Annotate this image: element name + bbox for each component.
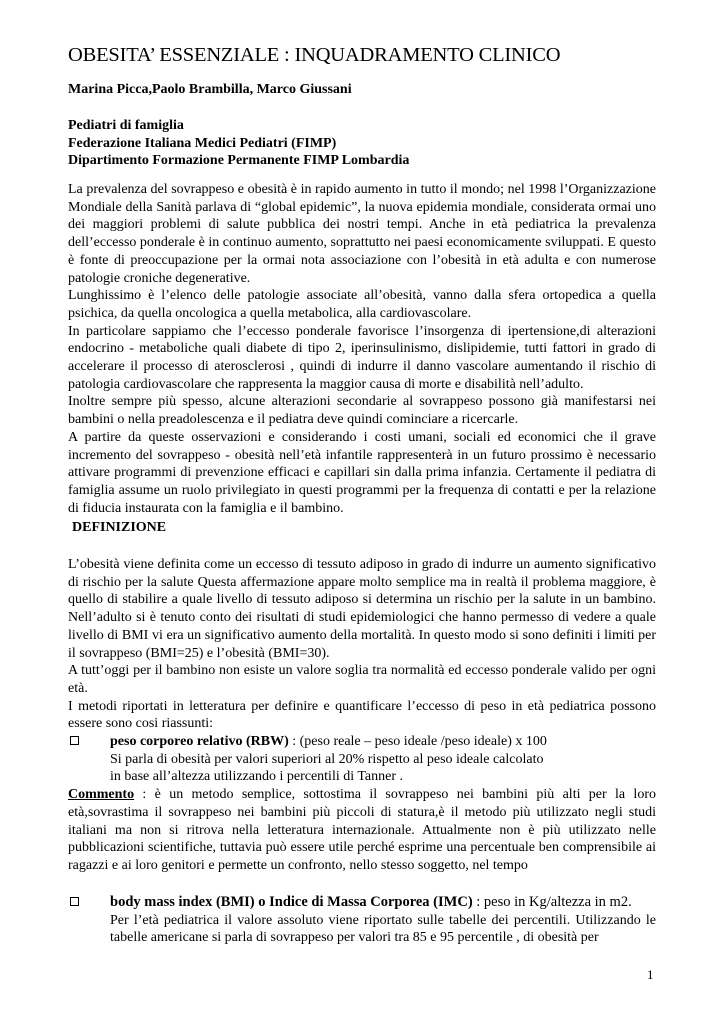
paragraph: In particolare sappiamo che l’eccesso ponderale favorisce l’insorgenza di ipertensione,di alterazioni endocrino - metaboliche quali diabete di tipo 2, iperinsulinismo, dislipidemie, tutti fattori in grado di accelerare il processo di aterosclerosi , quindi di indurre il danno vascolare aumentando il rischio di patologia cardiovascolare che rappresenta la maggior causa di morte e disabilità nell’adulto. xyxy=(68,323,656,392)
bmi-formula: : peso in Kg/altezza in m2. xyxy=(472,894,632,910)
bmi-description: Per l’età pediatrica il valore assoluto viene riportato sulle tabelle dei percentili. Utilizzando le tabelle americane si parla di sovrappeso per valori tra 85 e 95 percentile , di obesità per xyxy=(110,912,656,946)
checkbox-bullet-icon xyxy=(70,897,79,906)
paragraph: I metodi riportati in letteratura per definire e quantificare l’eccesso di peso in età pediatrica possono essere sono cosi riassunti: xyxy=(68,698,656,732)
document-title: OBESITA’ ESSENZIALE : INQUADRAMENTO CLINICO xyxy=(68,44,561,66)
bmi-section xyxy=(68,894,656,947)
paragraph: L’obesità viene definita come un eccesso di tessuto adiposo in grado di indurre un aumento significativo di rischio per la salute Questa affermazione appare molto semplice ma in realtà il problema maggiore, è quello di stabilire a quale livello di tessuto adiposo si determina un rischio per la salute in un bambino. Nell’adulto si è tenuto conto dei risultati di studi epidemiologici che hanno permesso di vedere a quale livello di BMI vi era un significativo aumento della mortalità. In questo modo si sono definiti i limiti per il sovrappeso (BMI=25) e l’obesità (BMI=30). xyxy=(68,557,656,661)
rbw-description: in base all’altezza utilizzando i percentili di Tanner . xyxy=(110,769,404,785)
commento-paragraph xyxy=(68,786,656,875)
bmi-item xyxy=(68,894,656,912)
paragraph: A tutt’oggi per il bambino non esiste un valore soglia tra normalità ed eccesso ponderale valido per ogni età. xyxy=(68,663,656,696)
rbw-term: peso corporeo relativo (RBW) xyxy=(110,734,289,750)
intro-section xyxy=(68,181,656,517)
rbw-formula: : (peso reale – peso ideale /peso ideale) x 100 xyxy=(288,734,547,750)
definition-section xyxy=(68,556,656,875)
paragraph: La prevalenza del sovrappeso e obesità è in rapido aumento in tutto il mondo; nel 1998 l’Organizzazione Mondiale della Sanità parlava di “global epidemic”, la nuova epidemia mondiale, considerata ormai uno dei maggiori problemi di salute pubblica dei nostri tempi. Anche in età pediatrica la prevalenza dell’eccesso ponderale è in continuo aumento, soprattutto nei paesi economicamente sviluppati. E questo è fonte di preoccupazione per la ormai nota associazione con l’obesità in età adulta e con numerose patologie croniche degenerative. xyxy=(68,182,656,286)
commento-label: Commento xyxy=(68,787,135,803)
affiliation-block xyxy=(68,117,409,170)
section-heading: DEFINIZIONE xyxy=(72,520,167,535)
affiliation-line: Federazione Italiana Medici Pediatri (FIMP) xyxy=(68,135,337,151)
affiliation-line: Dipartimento Formazione Permanente FIMP Lombardia xyxy=(68,153,410,169)
affiliation-line: Pediatri di famiglia xyxy=(68,118,184,133)
bmi-term: body mass index (BMI) o Indice di Massa Corporea (IMC) xyxy=(110,894,473,910)
commento-text: : è un metodo semplice, sottostima il sovrappeso nei bambini più alti per la loro età,sovrastima il sovrappeso nei bambini più piccoli di statura,è il metodo più utilizzato negli studi italiani ma non si ritrova nella letteratura internazionale. Attualmente non è più utilizzato nelle pubblicazioni scientifiche, tuttavia può essere utile perché esprime una percentuale ben comprensibile ai ragazzi e ai loro genitori e permette un confronto, nello stesso soggetto, nel tempo xyxy=(68,787,656,873)
rbw-description: Si parla di obesità per valori superiori al 20% rispetto al peso ideale calcolato xyxy=(110,751,544,767)
page-number: 1 xyxy=(647,967,654,982)
checkbox-bullet-icon xyxy=(70,736,79,745)
rbw-item xyxy=(68,733,656,751)
authors-line: Marina Picca,Paolo Brambilla, Marco Giussani xyxy=(68,82,352,97)
paragraph: A partire da queste osservazioni e considerando i costi umani, sociali ed economici che il grave incremento del sovrappeso - obesità nell’età infantile rappresenterà in un futuro prossimo è necessario attivare programmi di prevenzione efficaci e capillari sin dalla prima infanzia. Certamente il pediatra di famiglia assume un ruolo privilegiato in questi programmi per la frequenza di contatti e per la relazione di fiducia instaurata con la famiglia e il bambino. xyxy=(68,429,656,516)
paragraph: Lunghissimo è l’elenco delle patologie associate all’obesità, vanno dalla sfera ortopedica a quella psichica, da quella oncologica a quella metabolica, alla cardiovascolare. xyxy=(68,288,656,321)
paragraph: Inoltre sempre più spesso, alcune alterazioni secondarie al sovrappeso possono già manifestarsi nei bambini o nella preadolescenza e il pediatra deve quindi cominciare a ricercarle. xyxy=(68,394,656,428)
